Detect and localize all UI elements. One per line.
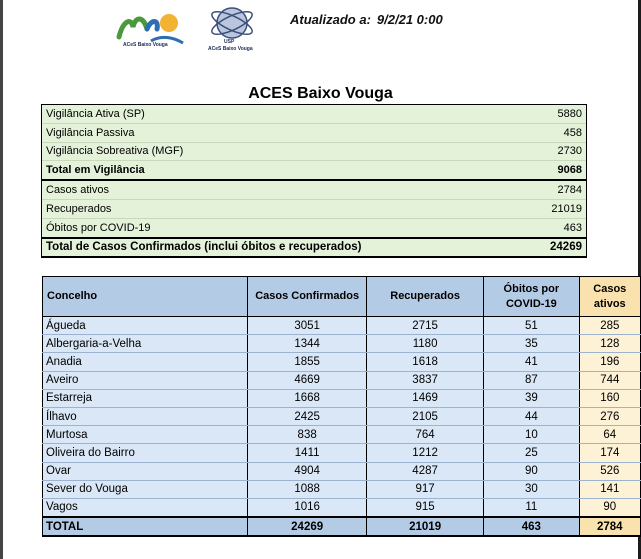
col-header-active-line2: ativos <box>593 297 626 310</box>
cell-active: 276 <box>579 407 640 425</box>
col-header-active-line1: Casos <box>593 282 627 295</box>
cell-active: 174 <box>579 444 640 462</box>
cell-recovered: 1618 <box>367 353 484 371</box>
col-header-deaths-line1: Óbitos por <box>503 282 560 295</box>
table-row <box>43 335 641 353</box>
logo2-top-caption: USP <box>224 39 235 45</box>
cell-deaths: 39 <box>484 389 579 407</box>
table-row <box>43 353 641 371</box>
col-header-deaths-line2: COVID-19 <box>505 297 557 310</box>
table-row <box>43 480 641 498</box>
cell-active: 196 <box>579 353 640 371</box>
cell-confirmed: 838 <box>248 426 367 444</box>
summary-row <box>42 142 586 161</box>
summary-label: Vigilância Sobreativa (MGF) <box>42 142 526 161</box>
updated-timestamp <box>290 12 443 27</box>
cell-concelho: Ílhavo <box>43 407 248 425</box>
table-row <box>43 444 641 462</box>
cell-recovered: 2105 <box>367 407 484 425</box>
cell-concelho: Sever do Vouga <box>43 480 248 498</box>
cell-deaths: 90 <box>484 462 579 480</box>
cell-concelho: Oliveira do Bairro <box>43 444 248 462</box>
table-row <box>43 389 641 407</box>
cell-confirmed: 4669 <box>248 371 367 389</box>
table-row <box>43 498 641 517</box>
cell-recovered: 764 <box>367 426 484 444</box>
cell-recovered: 1469 <box>367 389 484 407</box>
cell-concelho: Albergaria-a-Velha <box>43 335 248 353</box>
page-title: ACES Baixo Vouga <box>248 85 393 102</box>
cell-recovered: 915 <box>367 498 484 517</box>
summary-value: 9068 <box>526 161 586 180</box>
summary-row <box>42 218 586 237</box>
cell-deaths: 87 <box>484 371 579 389</box>
cell-recovered: 1180 <box>367 335 484 353</box>
cell-recovered: 1212 <box>367 444 484 462</box>
cell-total-active: 2784 <box>579 517 640 536</box>
col-header-concelho: Concelho <box>43 277 248 317</box>
cell-active: 526 <box>579 462 640 480</box>
cell-concelho: Murtosa <box>43 426 248 444</box>
table-row <box>43 407 641 425</box>
aces-baixo-vouga-logo <box>113 7 191 53</box>
surveillance-summary-table <box>42 105 586 258</box>
summary-value: 5880 <box>526 105 586 123</box>
cell-recovered: 4287 <box>367 462 484 480</box>
cell-active: 128 <box>579 335 640 353</box>
col-header-active <box>579 277 640 317</box>
cell-confirmed: 1016 <box>248 498 367 517</box>
cell-active: 160 <box>579 389 640 407</box>
cell-concelho: Aveiro <box>43 371 248 389</box>
cell-active: 64 <box>579 426 640 444</box>
cell-active: 285 <box>579 317 640 335</box>
summary-row <box>42 123 586 142</box>
cell-concelho: Estarreja <box>43 389 248 407</box>
summary-value: 2784 <box>526 180 586 199</box>
table-row <box>43 317 641 335</box>
summary-value: 458 <box>526 123 586 142</box>
concelho-header-row <box>43 277 641 317</box>
summary-row-total-surveillance <box>42 161 586 180</box>
cell-recovered: 917 <box>367 480 484 498</box>
cell-confirmed: 1344 <box>248 335 367 353</box>
cell-deaths: 44 <box>484 407 579 425</box>
logo1-caption: ACeS Baixo Vouga <box>123 42 168 48</box>
table-row-total <box>43 517 641 536</box>
summary-label: Óbitos por COVID-19 <box>42 218 526 237</box>
updated-value: 9/2/21 0:00 <box>376 12 443 27</box>
table-row <box>43 371 641 389</box>
summary-row <box>42 199 586 218</box>
summary-row <box>42 180 586 199</box>
summary-row-total-confirmed <box>42 238 586 258</box>
cell-recovered: 2715 <box>367 317 484 335</box>
col-header-deaths <box>484 277 579 317</box>
col-header-confirmed: Casos Confirmados <box>248 277 367 317</box>
summary-value: 21019 <box>526 199 586 218</box>
summary-label: Vigilância Ativa (SP) <box>42 105 526 123</box>
usp-logo <box>200 3 264 55</box>
cell-total-deaths: 463 <box>484 517 579 536</box>
summary-label: Vigilância Passiva <box>42 123 526 142</box>
cell-confirmed: 4904 <box>248 462 367 480</box>
cell-confirmed: 2425 <box>248 407 367 425</box>
cell-confirmed: 1411 <box>248 444 367 462</box>
cell-deaths: 30 <box>484 480 579 498</box>
cell-deaths: 11 <box>484 498 579 517</box>
cell-total-recovered: 21019 <box>367 517 484 536</box>
table-row <box>43 426 641 444</box>
cell-confirmed: 3051 <box>248 317 367 335</box>
summary-label: Casos ativos <box>42 180 526 199</box>
cell-concelho: Anadia <box>43 353 248 371</box>
table-row <box>43 462 641 480</box>
cell-active: 141 <box>579 480 640 498</box>
col-header-recovered: Recuperados <box>367 277 484 317</box>
summary-value: 24269 <box>526 238 586 258</box>
cell-concelho: Águeda <box>43 317 248 335</box>
cell-active: 744 <box>579 371 640 389</box>
cell-deaths: 41 <box>484 353 579 371</box>
cell-confirmed: 1855 <box>248 353 367 371</box>
cell-active: 90 <box>579 498 640 517</box>
cell-concelho: Ovar <box>43 462 248 480</box>
cell-total-label: TOTAL <box>43 517 248 536</box>
concelho-table <box>42 276 641 537</box>
cell-confirmed: 1088 <box>248 480 367 498</box>
cell-confirmed: 1668 <box>248 389 367 407</box>
cell-recovered: 3837 <box>367 371 484 389</box>
summary-value: 2730 <box>526 142 586 161</box>
cell-deaths: 10 <box>484 426 579 444</box>
window-edge-left <box>0 0 3 559</box>
cell-deaths: 25 <box>484 444 579 462</box>
updated-label: Atualizado a: <box>290 12 371 27</box>
summary-label: Recuperados <box>42 199 526 218</box>
summary-label: Total em Vigilância <box>42 161 526 180</box>
cell-deaths: 51 <box>484 317 579 335</box>
cell-concelho: Vagos <box>43 498 248 517</box>
summary-value: 463 <box>526 218 586 237</box>
logo2-caption: ACeS Baixo Vouga <box>208 46 253 52</box>
cell-deaths: 35 <box>484 335 579 353</box>
cell-total-confirmed: 24269 <box>248 517 367 536</box>
summary-row <box>42 105 586 123</box>
summary-label: Total de Casos Confirmados (inclui óbitos e recuperados) <box>42 238 526 258</box>
